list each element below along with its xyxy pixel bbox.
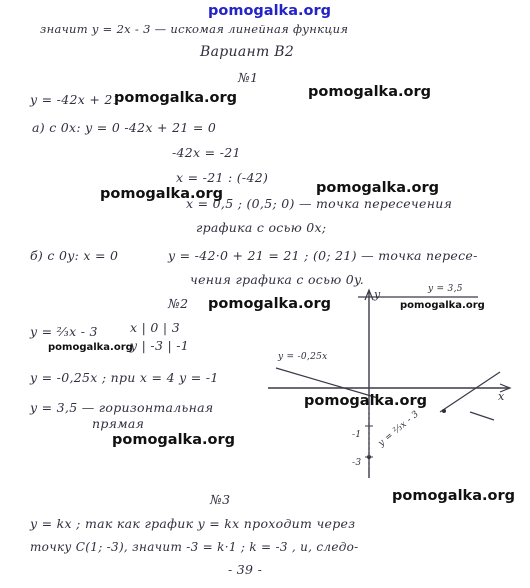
task1-a-line2: -42x = -21: [172, 145, 241, 160]
task3-line1: y = kx ; так как график y = kx проходит через: [30, 516, 356, 531]
page-number: - 39 -: [228, 562, 263, 577]
watermark[interactable]: pomogalka.org: [100, 186, 223, 202]
watermark[interactable]: pomogalka.org: [208, 296, 331, 312]
line-y-2-3x-minus-3: [440, 372, 500, 412]
watermark[interactable]: pomogalka.org: [304, 393, 427, 409]
task2-label: №2: [168, 296, 189, 311]
watermark[interactable]: pomogalka.org: [308, 84, 431, 100]
watermark[interactable]: pomogalka.org: [114, 90, 237, 106]
watermark-top[interactable]: pomogalka.org: [208, 3, 331, 19]
graph-tick-neg3: -3: [352, 458, 362, 468]
task1-b-line3: чения графика с осью 0y.: [190, 272, 365, 287]
point-marker: [442, 409, 446, 413]
task2-equation: y = ⅔x - 3: [30, 324, 98, 339]
task2-line4: прямая: [92, 416, 145, 431]
task1-a-line3: x = -21 : (-42): [176, 170, 269, 185]
task1-a-line4: x = 0,5 ; (0,5; 0) — точка пересечения: [186, 196, 453, 211]
task2-line3: y = 3,5 — горизонтальная: [30, 400, 214, 415]
line-conclusion: значит y = 2x - 3 — искомая линейная функция: [40, 22, 349, 36]
graph-tick-neg1: -1: [352, 430, 362, 440]
watermark[interactable]: pomogalka.org: [316, 180, 439, 196]
graph-label-line1: y = -0,25x: [278, 352, 328, 362]
task3-label: №3: [210, 492, 231, 507]
line-segment-lower: [470, 412, 494, 420]
watermark[interactable]: pomogalka.org: [112, 432, 235, 448]
watermark[interactable]: pomogalka.org: [392, 488, 515, 504]
graph-label-x: x: [498, 390, 505, 403]
task3-line2: точку C(1; -3), значит -3 = k·1 ; k = -3 , и, следо-: [30, 540, 359, 554]
watermark-small[interactable]: pomogalka.org: [48, 342, 133, 353]
variant-heading: Вариант В2: [200, 44, 295, 60]
graph-label-line2: y = ⅔x - 3: [376, 409, 422, 449]
task2-table-x: x | 0 | 3: [130, 320, 180, 335]
task1-a-line5: графика с осью 0x;: [196, 220, 327, 235]
graph-label-y: y: [374, 288, 381, 301]
graph-label-hline: y = 3,5: [428, 284, 463, 294]
task1-b-line2: y = -42·0 + 21 = 21 ; (0; 21) — точка пересе-: [168, 248, 478, 263]
task1-b-line1: б) с 0y: x = 0: [30, 248, 119, 263]
task1-label: №1: [238, 70, 259, 85]
task2-table-y: y | -3 | -1: [130, 338, 190, 353]
task1-equation: y = -42x + 21: [30, 92, 121, 107]
task1-a-line1: а) с 0x: y = 0 -42x + 21 = 0: [32, 120, 217, 135]
task2-line2: y = -0,25x ; при x = 4 y = -1: [30, 370, 219, 385]
watermark-small[interactable]: pomogalka.org: [400, 300, 485, 311]
